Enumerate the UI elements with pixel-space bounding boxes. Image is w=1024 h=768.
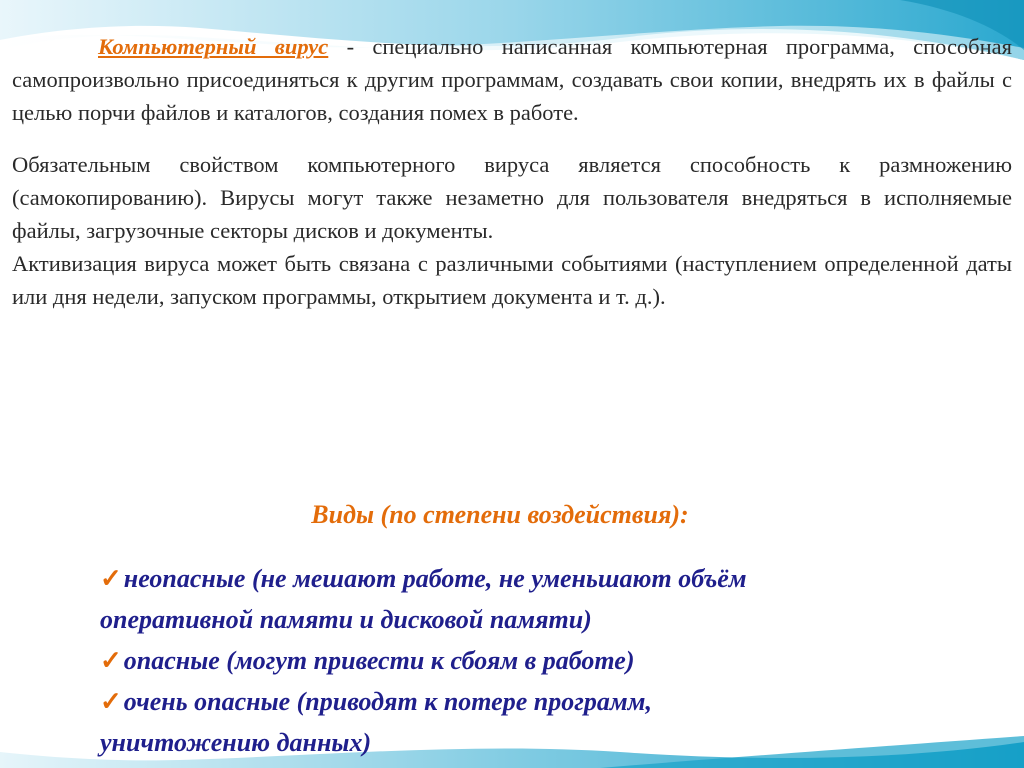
checkmark-icon: ✓ bbox=[100, 564, 122, 593]
list-item-text: неопасные (не мешают работе, не уменьшают объём bbox=[123, 564, 747, 593]
list-item-text: очень опасные (приводят к потере программ, bbox=[123, 687, 652, 716]
definition-term: Компьютерный вирус bbox=[98, 34, 329, 59]
list-item-dangerous bbox=[100, 640, 1000, 681]
property-paragraph: Обязательным свойством компьютерного вируса является способность к размножению (самокопированию). Вирусы могут также незаметно для пользователя внедряться в исполняемые файлы, загрузочные секторы дисков и документы. bbox=[12, 152, 1012, 243]
list-item-text-continued: уничтожению данных) bbox=[100, 728, 372, 757]
definition-paragraph bbox=[12, 30, 1012, 129]
definition-text: - специально написанная компьютерная программа, способная самопроизвольно присоединяться к другим программам, создавать свои копии, внедрять их в файлы с целью порчи файлов и каталогов, создания помех в работе. bbox=[12, 34, 1013, 125]
checkmark-icon: ✓ bbox=[100, 646, 122, 675]
text-body bbox=[12, 30, 1012, 313]
checkmark-icon: ✓ bbox=[100, 687, 122, 716]
activation-paragraph: Активизация вируса может быть связана с различными событиями (наступлением определенной даты или дня недели, запуском программы, открытием документа и т. д.). bbox=[12, 251, 1012, 309]
types-heading: Виды (по степени воздействия): bbox=[311, 500, 689, 529]
list-item-very-dangerous bbox=[100, 681, 1000, 763]
list-item-harmless bbox=[100, 558, 1000, 640]
list-item-text: опасные (могут привести к сбоям в работе) bbox=[123, 646, 635, 675]
types-list bbox=[100, 558, 1000, 763]
list-item-text-continued: оперативной памяти и дисковой памяти) bbox=[100, 605, 592, 634]
